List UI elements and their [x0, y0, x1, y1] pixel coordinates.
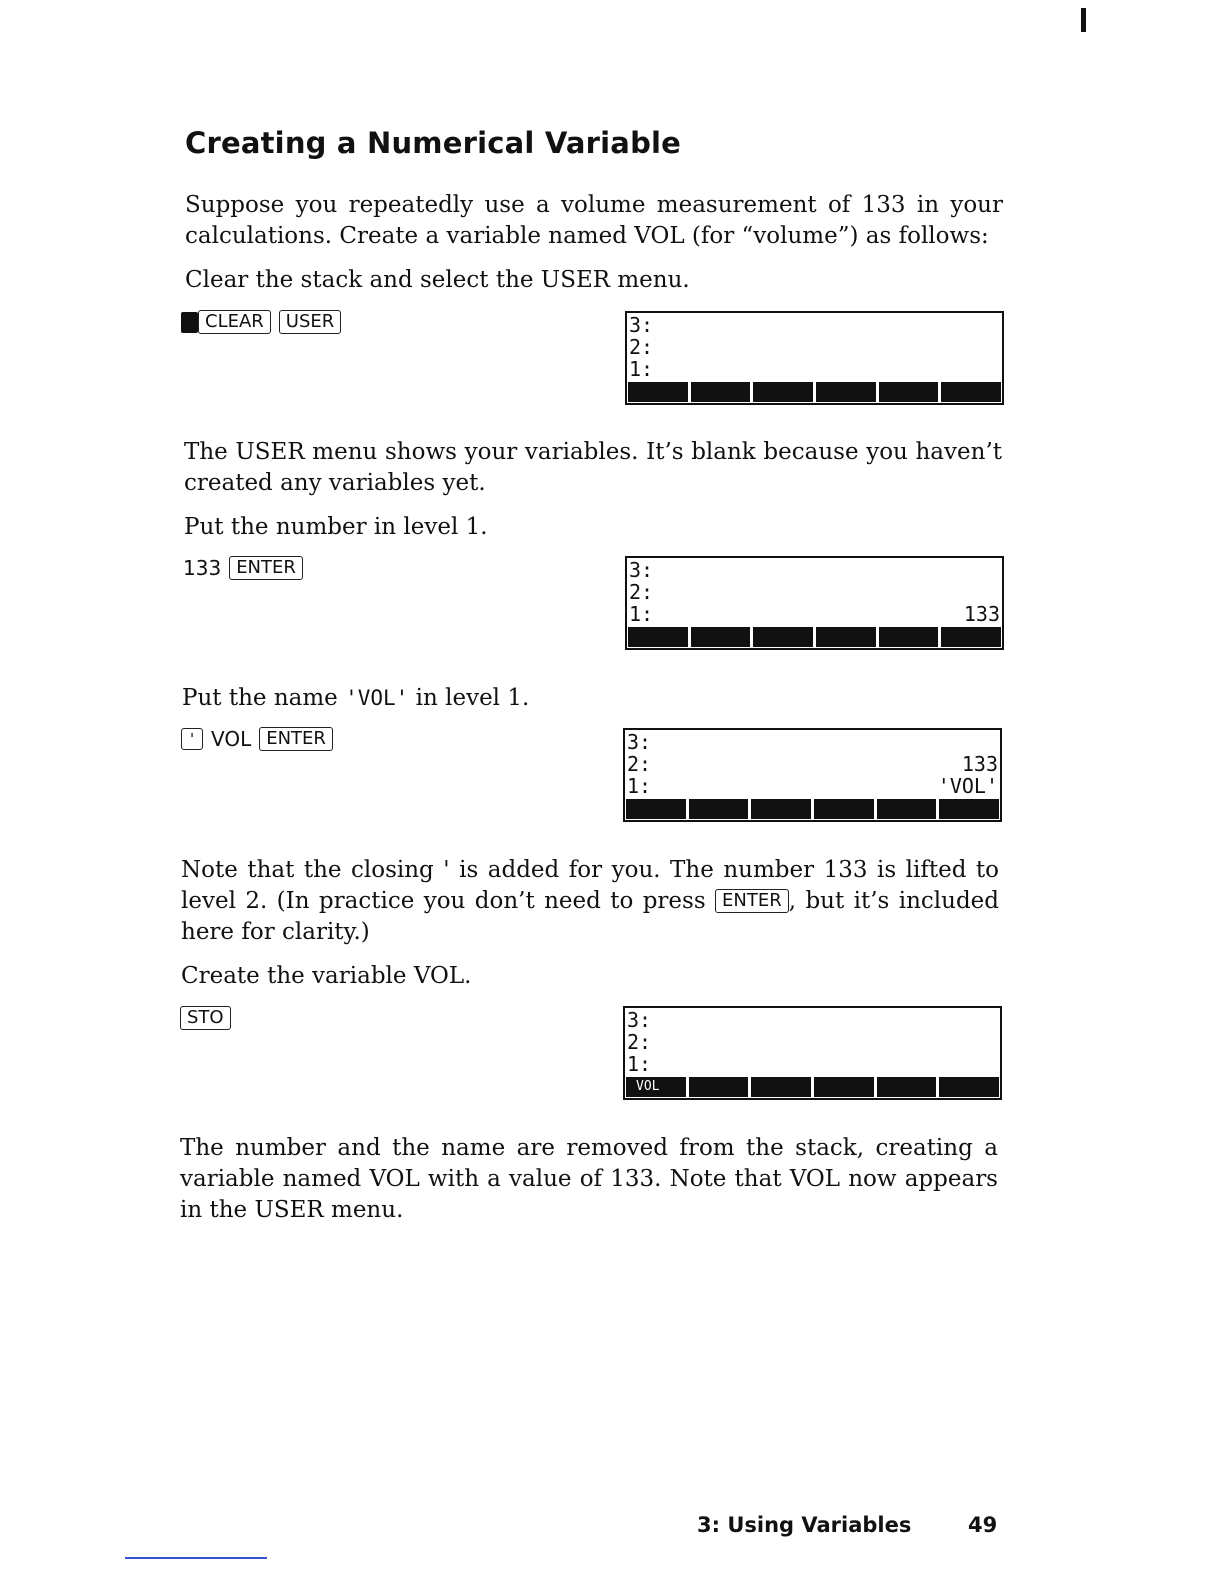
keystroke-sequence-2	[183, 556, 303, 580]
stack-level-3: 3:	[629, 313, 654, 337]
stack-level-1: 1: 133	[629, 602, 1000, 626]
calculator-display-3	[623, 728, 1002, 822]
menu-cell	[814, 799, 874, 819]
stack-level-2: 2: 133	[627, 752, 998, 776]
menu-cell	[939, 1077, 999, 1097]
calculator-display-1	[625, 311, 1004, 405]
quoted-name: 'VOL'	[345, 686, 409, 710]
menu-cell	[877, 799, 937, 819]
menu-cell	[751, 1077, 811, 1097]
calculator-display-4	[623, 1006, 1002, 1100]
clear-key: CLEAR	[198, 310, 271, 334]
menu-cell	[816, 382, 876, 402]
menu-key-labels	[626, 1077, 999, 1097]
enter-key: ENTER	[229, 556, 303, 580]
menu-cell	[877, 1077, 937, 1097]
bottom-rule	[125, 1557, 267, 1559]
closing-quote: '	[443, 857, 450, 883]
menu-key-labels	[628, 627, 1001, 647]
stack-level-3: 3:	[629, 558, 654, 582]
quote-key: '	[181, 728, 203, 750]
menu-cell	[816, 627, 876, 647]
section-heading: Creating a Numerical Variable	[185, 126, 682, 160]
menu-cell	[941, 627, 1001, 647]
typed-letters: VOL	[211, 727, 252, 751]
step-clear-stack: Clear the stack and select the USER menu.	[185, 267, 690, 293]
footer-page-number: 49	[968, 1513, 998, 1537]
menu-cell	[751, 799, 811, 819]
menu-cell	[941, 382, 1001, 402]
menu-key-labels	[626, 799, 999, 819]
stack-level-1: 1:	[627, 1052, 652, 1076]
user-key: USER	[279, 310, 341, 334]
stack-level-1: 1:	[629, 357, 654, 381]
menu-key-labels	[628, 382, 1001, 402]
stack-level-3: 3:	[627, 1008, 652, 1032]
menu-cell	[628, 627, 688, 647]
menu-cell	[689, 799, 749, 819]
stack-level-2: 2:	[629, 335, 654, 359]
page-edge-marker	[1081, 8, 1086, 32]
stack-level-1: 1: 'VOL'	[627, 774, 998, 798]
footer-chapter: 3: Using Variables	[697, 1513, 912, 1537]
menu-cell	[689, 1077, 749, 1097]
menu-cell	[753, 382, 813, 402]
stack-level-2: 2:	[627, 1030, 652, 1054]
step-create-variable: Create the variable VOL.	[181, 963, 472, 989]
keystroke-sequence-1	[181, 310, 341, 334]
step-put-number: Put the number in level 1.	[184, 514, 488, 540]
user-menu-explanation: The USER menu shows your variables. It’s blank because you haven’t created any variables yet.	[184, 439, 1002, 496]
stack-level-3: 3:	[627, 730, 652, 754]
menu-cell	[879, 382, 939, 402]
left-shift-key-icon	[181, 312, 198, 333]
menu-cell	[626, 799, 686, 819]
menu-cell	[691, 382, 751, 402]
menu-cell	[691, 627, 751, 647]
menu-cell	[814, 1077, 874, 1097]
keystroke-sequence-4	[180, 1006, 231, 1030]
keystroke-sequence-3	[181, 727, 333, 751]
calculator-display-2	[625, 556, 1004, 650]
intro-paragraph: Suppose you repeatedly use a volume measurement of 133 in your calculations. Create a variable named VOL (for “volume”) as follows:	[185, 192, 1003, 249]
step-put-name: Put the name 'VOL' in level 1.	[182, 685, 530, 711]
menu-cell	[939, 799, 999, 819]
menu-cell	[753, 627, 813, 647]
sto-key: STO	[180, 1006, 231, 1030]
stack-level-2: 2:	[629, 580, 654, 604]
enter-key: ENTER	[715, 889, 789, 913]
final-paragraph: The number and the name are removed from the stack, creating a variable named VOL with a value of 133. Note that VOL now appears in the USER menu.	[180, 1135, 998, 1223]
menu-cell	[879, 627, 939, 647]
note-paragraph: Note that the closing ' is added for you. The number 133 is lifted to level 2. (In practice you don’t need to press ENTER , but it’s included here for clarity.)	[181, 857, 1000, 945]
number-entry: 133	[183, 556, 222, 580]
menu-cell	[628, 382, 688, 402]
enter-key: ENTER	[259, 727, 333, 751]
menu-cell-vol: VOL	[626, 1077, 686, 1097]
